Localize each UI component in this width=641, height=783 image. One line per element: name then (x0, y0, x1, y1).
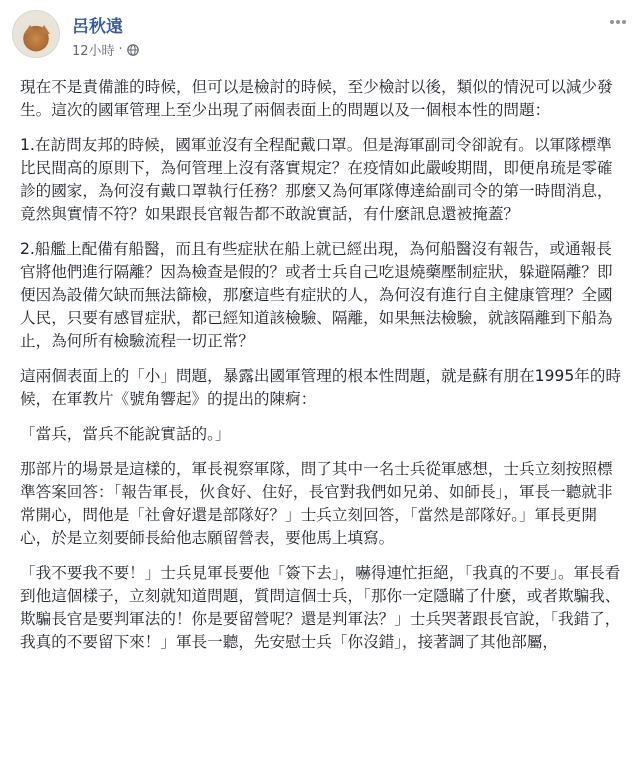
post-paragraph-intro: 現在不是責備誰的時候，但可以是檢討的時候，至少檢討以後，類似的情況可以減少發生。這次的國軍管理上至少出現了兩個表面上的問題以及一個根本性的問題： (20, 78, 613, 119)
avatar-cat-ear-left (24, 25, 36, 34)
post-paragraph-dialogue: 「我不要我不要！」士兵見軍長要他「簽下去」，嚇得連忙拒絕，「我真的不要」。軍長看到他這個樣子，立刻就知道問題，質問這個士兵，「那你一定隱瞞了什麼，或者欺騙我、欺騙長官是要判軍法的！你是要留營呢？還是判軍法？」士兵哭著跟長官說，「我錯了，我真的不要留下來！」軍長一聽，先安慰士兵「你沒錯」，接著調了其他部屬， (20, 564, 621, 651)
globe-icon[interactable] (127, 44, 139, 56)
post-paragraph-root-issue: 這兩個表面上的「小」問題，暴露出國軍管理的根本性問題，就是蘇有朋在1995年的時候，在軍教片《號角響起》的提出的陳痾： (20, 367, 622, 408)
post-meta (72, 40, 139, 59)
avatar-cat-ear-right (38, 25, 50, 34)
more-horizontal-icon[interactable] (609, 18, 627, 26)
meta-separator: · (118, 42, 123, 57)
post-header (12, 10, 629, 62)
post-timestamp[interactable]: 12小時 (72, 44, 115, 59)
post-paragraph-point-1: 1.在訪問友邦的時候，國軍並沒有全程配戴口罩。但是海軍副司令卻說有。以軍隊標準比民間高的原則下，為何管理上沒有落實規定？在疫情如此嚴峻期間，即便帛琉是零確診的國家，為何沒有戴口罩執行任務？那麼又為何軍隊傳達給副司令的第一時間消息，竟然與實情不符？如果跟長官報告都不敢說實話，有什麼訊息還被掩蓋？ (20, 136, 613, 223)
post-body (20, 76, 624, 666)
author-avatar[interactable] (12, 10, 60, 58)
author-name-link[interactable]: 呂秋遠 (72, 17, 123, 37)
post-paragraph-quote: 「當兵，當兵不能說實話的。」 (20, 425, 231, 443)
post-paragraph-scene: 那部片的場景是這樣的，軍長視察軍隊，問了其中一名士兵從軍感想，士兵立刻按照標準答案回答：「報告軍長，伙食好、住好，長官對我們如兄弟、如師長」，軍長一聽就非常開心，問他是「社會好還是部隊好？」士兵立刻回答，「當然是部隊好。」軍長更開心，於是立刻要師長給他志願留營表，要他馬上填寫。 (20, 460, 613, 547)
post-paragraph-point-2: 2.船艦上配備有船醫，而且有些症狀在船上就已經出現，為何船醫沒有報告，或通報長官將他們進行隔離？因為檢查是假的？或者士兵自己吃退燒藥壓制症狀，躲避隔離？即便因為設備欠缺而無法篩檢，那麼這些有症狀的人，為何沒有進行自主健康管理？全國人民，只要有感冒症狀，都已經知道該檢驗、隔離，如果無法檢驗，就該隔離到下船為止，為何所有檢驗流程一切正常？ (20, 240, 613, 350)
